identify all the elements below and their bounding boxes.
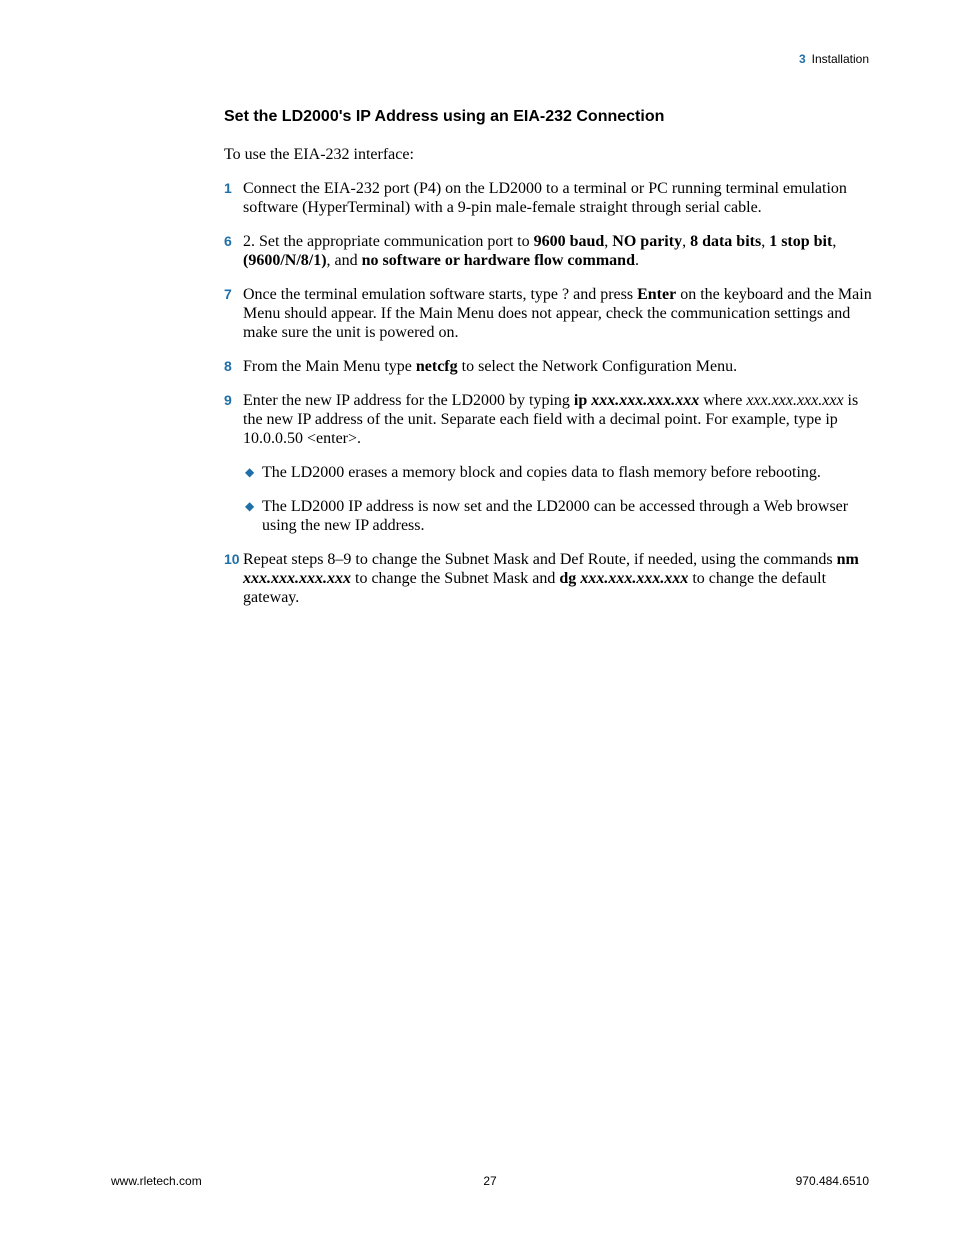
step-text: 2. Set the appropriate communication port to: [243, 233, 534, 250]
gateway-placeholder: xxx.xxx.xxx.xxx: [580, 570, 689, 587]
step-7: [224, 285, 872, 342]
diamond-icon: ◆: [245, 465, 255, 479]
chapter-number: 3: [798, 52, 806, 66]
main-content: [224, 107, 872, 622]
step-number: 1: [224, 180, 232, 196]
flow-control-setting: no software or hardware flow command: [361, 252, 635, 269]
step-8: [224, 357, 872, 376]
bullet-item: [224, 497, 872, 535]
chapter-title: Installation: [811, 52, 869, 66]
step-text: .: [634, 252, 639, 269]
bullet-text: The LD2000 erases a memory block and copies data to flash memory before rebooting.: [262, 464, 821, 481]
ip-address-placeholder: xxx.xxx.xxx.xxx: [591, 392, 700, 409]
step-text: Once the terminal emulation software starts, type ? and press: [243, 286, 638, 303]
step-number: 6: [224, 233, 232, 249]
ip-command: ip: [573, 392, 588, 409]
step-text: Enter the new IP address for the LD2000 by typing: [243, 392, 574, 409]
step-10: [224, 550, 872, 607]
step-6: [224, 232, 872, 270]
step-1: [224, 179, 872, 217]
intro-text: To use the EIA-232 interface:: [224, 146, 414, 163]
step-text: where: [699, 392, 747, 409]
settings-summary: (9600/N/8/1): [243, 252, 327, 269]
separator: ,: [761, 233, 770, 250]
ip-address-placeholder: xxx.xxx.xxx.xxx: [746, 392, 844, 409]
netcfg-command: netcfg: [415, 358, 458, 375]
stop-bit-setting: 1 stop bit: [769, 233, 833, 250]
step-number: 10: [224, 551, 240, 567]
step-number: 7: [224, 286, 232, 302]
separator: ,: [604, 233, 613, 250]
enter-key: Enter: [637, 286, 677, 303]
dg-command: dg: [559, 570, 577, 587]
section-heading: Set the LD2000's IP Address using an EIA-232 Connection: [224, 108, 665, 125]
page-header: [799, 52, 869, 66]
step-text: to change the Subnet Mask and: [351, 570, 560, 587]
step-text: to change the default gateway.: [243, 570, 827, 606]
step-text: to select the Network Configuration Menu.: [457, 358, 738, 375]
step-text: Connect the EIA-232 port (P4) on the LD2000 to a terminal or PC running terminal emulation software (HyperTerminal) with a 9-pin male-female straight through serial cable.: [243, 180, 847, 216]
footer-page-number: 27: [483, 1174, 497, 1188]
step-number: 9: [224, 392, 232, 408]
separator: ,: [682, 233, 691, 250]
step-text: Repeat steps 8–9 to change the Subnet Mask and Def Route, if needed, using the commands: [243, 551, 837, 568]
bullet-text: The LD2000 IP address is now set and the LD2000 can be accessed through a Web browser using the new IP address.: [262, 498, 849, 534]
step-text: on the keyboard and the Main Menu should appear. If the Main Menu does not appear, check the communication settings and make sure the unit is powered on.: [243, 286, 872, 341]
footer-website: www.rletech.com: [111, 1174, 202, 1188]
subnet-placeholder: xxx.xxx.xxx.xxx: [243, 570, 351, 587]
diamond-icon: ◆: [245, 499, 255, 513]
nm-command: nm: [836, 551, 859, 568]
step-number: 8: [224, 358, 232, 374]
footer-phone: 970.484.6510: [795, 1174, 869, 1188]
step-text: From the Main Menu type: [243, 358, 416, 375]
step-text: , and: [326, 252, 362, 269]
baud-setting: 9600 baud: [533, 233, 605, 250]
step-text: is the new IP address of the unit. Separate each field with a decimal point. For example, type ip 10.0.0.50 <enter>.: [243, 392, 859, 447]
step-9: [224, 391, 872, 448]
parity-setting: NO parity: [612, 233, 683, 250]
bullet-item: [224, 463, 872, 482]
separator: ,: [832, 233, 837, 250]
data-bits-setting: 8 data bits: [690, 233, 762, 250]
